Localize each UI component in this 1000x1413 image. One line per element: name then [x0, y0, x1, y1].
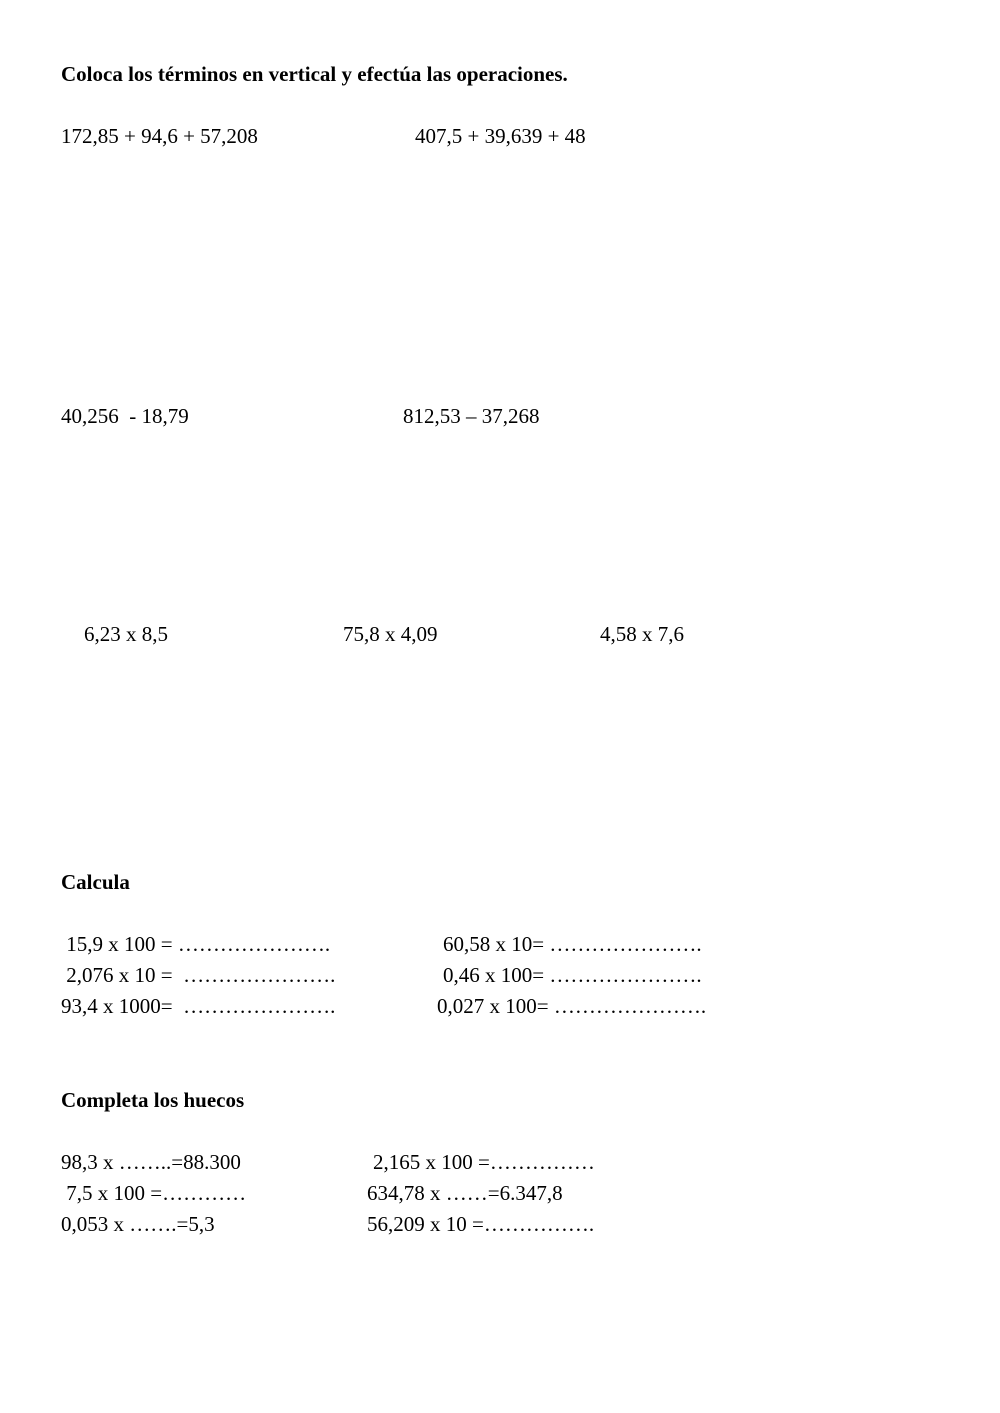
calc-left-1: 15,9 x 100 = ………………….	[61, 932, 331, 956]
calc-right-1: 60,58 x 10= ………………….	[443, 932, 702, 956]
exercise-multiplication-1: 6,23 x 8,5	[84, 622, 168, 646]
section-heading-calcula: Calcula	[61, 870, 130, 894]
exercise-multiplication-2: 75,8 x 4,09	[343, 622, 438, 646]
exercise-multiplication-3: 4,58 x 7,6	[600, 622, 684, 646]
exercise-sum-1: 172,85 + 94,6 + 57,208	[61, 124, 258, 148]
gap-left-3: 0,053 x …….=5,3	[61, 1212, 215, 1236]
gap-left-2: 7,5 x 100 =…………	[61, 1181, 247, 1205]
gap-right-1: 2,165 x 100 =……………	[373, 1150, 595, 1174]
calc-left-2: 2,076 x 10 = ………………….	[61, 963, 336, 987]
exercise-subtraction-2: 812,53 – 37,268	[403, 404, 540, 428]
calc-left-3: 93,4 x 1000= ………………….	[61, 994, 336, 1018]
gap-right-2: 634,78 x ……=6.347,8	[367, 1181, 563, 1205]
gap-left-1: 98,3 x ……..=88.300	[61, 1150, 241, 1174]
calc-right-3: 0,027 x 100= ………………….	[437, 994, 707, 1018]
calc-right-2: 0,46 x 100= ………………….	[443, 963, 702, 987]
gap-right-3: 56,209 x 10 =…………….	[367, 1212, 595, 1236]
exercise-sum-2: 407,5 + 39,639 + 48	[415, 124, 586, 148]
section-heading-completa: Completa los huecos	[61, 1088, 245, 1112]
exercise-subtraction-1: 40,256 - 18,79	[61, 404, 189, 428]
section-heading-operations: Coloca los términos en vertical y efectúa las operaciones.	[61, 62, 568, 86]
